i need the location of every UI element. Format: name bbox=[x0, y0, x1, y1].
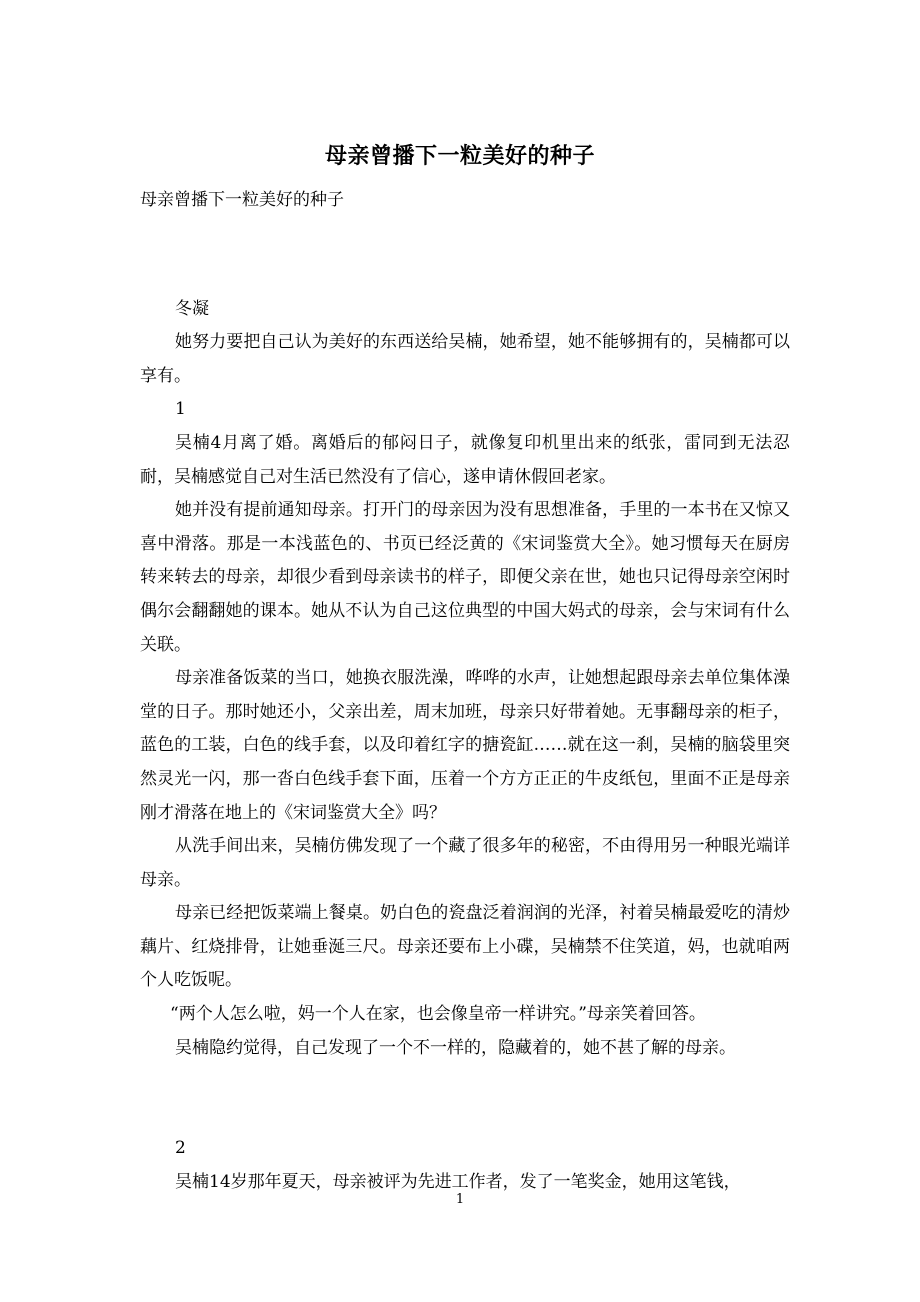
document-subtitle: 母亲曾播下一粒美好的种子 bbox=[140, 190, 344, 210]
blank-line bbox=[140, 259, 790, 293]
section1-paragraph-4: 从洗手间出来，吴楠仿佛发现了一个藏了很多年的秘密，不由得用另一种眼光端详母亲。 bbox=[140, 836, 790, 890]
section1-paragraph-5: 母亲已经把饭菜端上餐桌。奶白色的瓷盘泛着润润的光泽，衬着吴楠最爱吃的清炒藕片、红烧排骨，让她垂涎三尺。母亲还要布上小碟，吴楠禁不住笑道，妈，也就咱两个人吃饭呢。 bbox=[140, 903, 790, 991]
document-body bbox=[140, 259, 790, 1200]
page-number: 1 bbox=[455, 1192, 465, 1207]
intro-paragraph: 她努力要把自己认为美好的东西送给吴楠，她希望，她不能够拥有的，吴楠都可以享有。 bbox=[140, 332, 790, 386]
section1-paragraph-2: 她并没有提前通知母亲。打开门的母亲因为没有思想准备，手里的一本书在又惊又喜中滑落。那是一本浅蓝色的、书页已经泛黄的《宋词鉴赏大全》。她习惯每天在厨房转来转去的母亲，却很少看到母亲读书的样子，即便父亲在世，她也只记得母亲空闲时偶尔会翻翻她的课本。她从不认为自己这位典型的中国大妈式的母亲，会与宋词有什么关联。 bbox=[140, 500, 790, 655]
section-number-1: 1 bbox=[175, 399, 186, 420]
blank-line bbox=[140, 1065, 790, 1099]
author-name: 冬凝 bbox=[175, 298, 209, 319]
blank-line bbox=[140, 1099, 790, 1133]
section1-paragraph-3: 母亲准备饭菜的当口，她换衣服洗澡，哗哗的水声，让她想起跟母亲去单位集体澡堂的日子。那时她还小，父亲出差，周末加班，母亲只好带着她。无事翻母亲的柜子，蓝色的工装，白色的线手套，以及印着红字的搪瓷缸……就在这一刹，吴楠的脑袋里突然灵光一闪，那一沓白色线手套下面，压着一个方方正正的牛皮纸包，里面不正是母亲刚才滑落在地上的《宋词鉴赏大全》吗？ bbox=[140, 668, 790, 823]
section1-paragraph-1: 吴楠4月离了婚。离婚后的郁闷日子，就像复印机里出来的纸张，雷同到无法忍耐，吴楠感觉自己对生活已然没有了信心，遂申请休假回老家。 bbox=[140, 432, 790, 487]
document-title: 母亲曾播下一粒美好的种子 bbox=[324, 143, 595, 169]
section1-last-paragraph: 吴楠隐约觉得，自己发现了一个不一样的，隐藏着的，她不甚了解的母亲。 bbox=[175, 1037, 736, 1058]
section-number-2: 2 bbox=[175, 1138, 186, 1159]
section1-quote: “两个人怎么啦，妈一个人在家，也会像皇帝一样讲究。”母亲笑着回答。 bbox=[170, 1004, 706, 1025]
section2-paragraph-1: 吴楠14岁那年夏天，母亲被评为先进工作者，发了一笔奖金，她用这笔钱， bbox=[175, 1172, 741, 1193]
